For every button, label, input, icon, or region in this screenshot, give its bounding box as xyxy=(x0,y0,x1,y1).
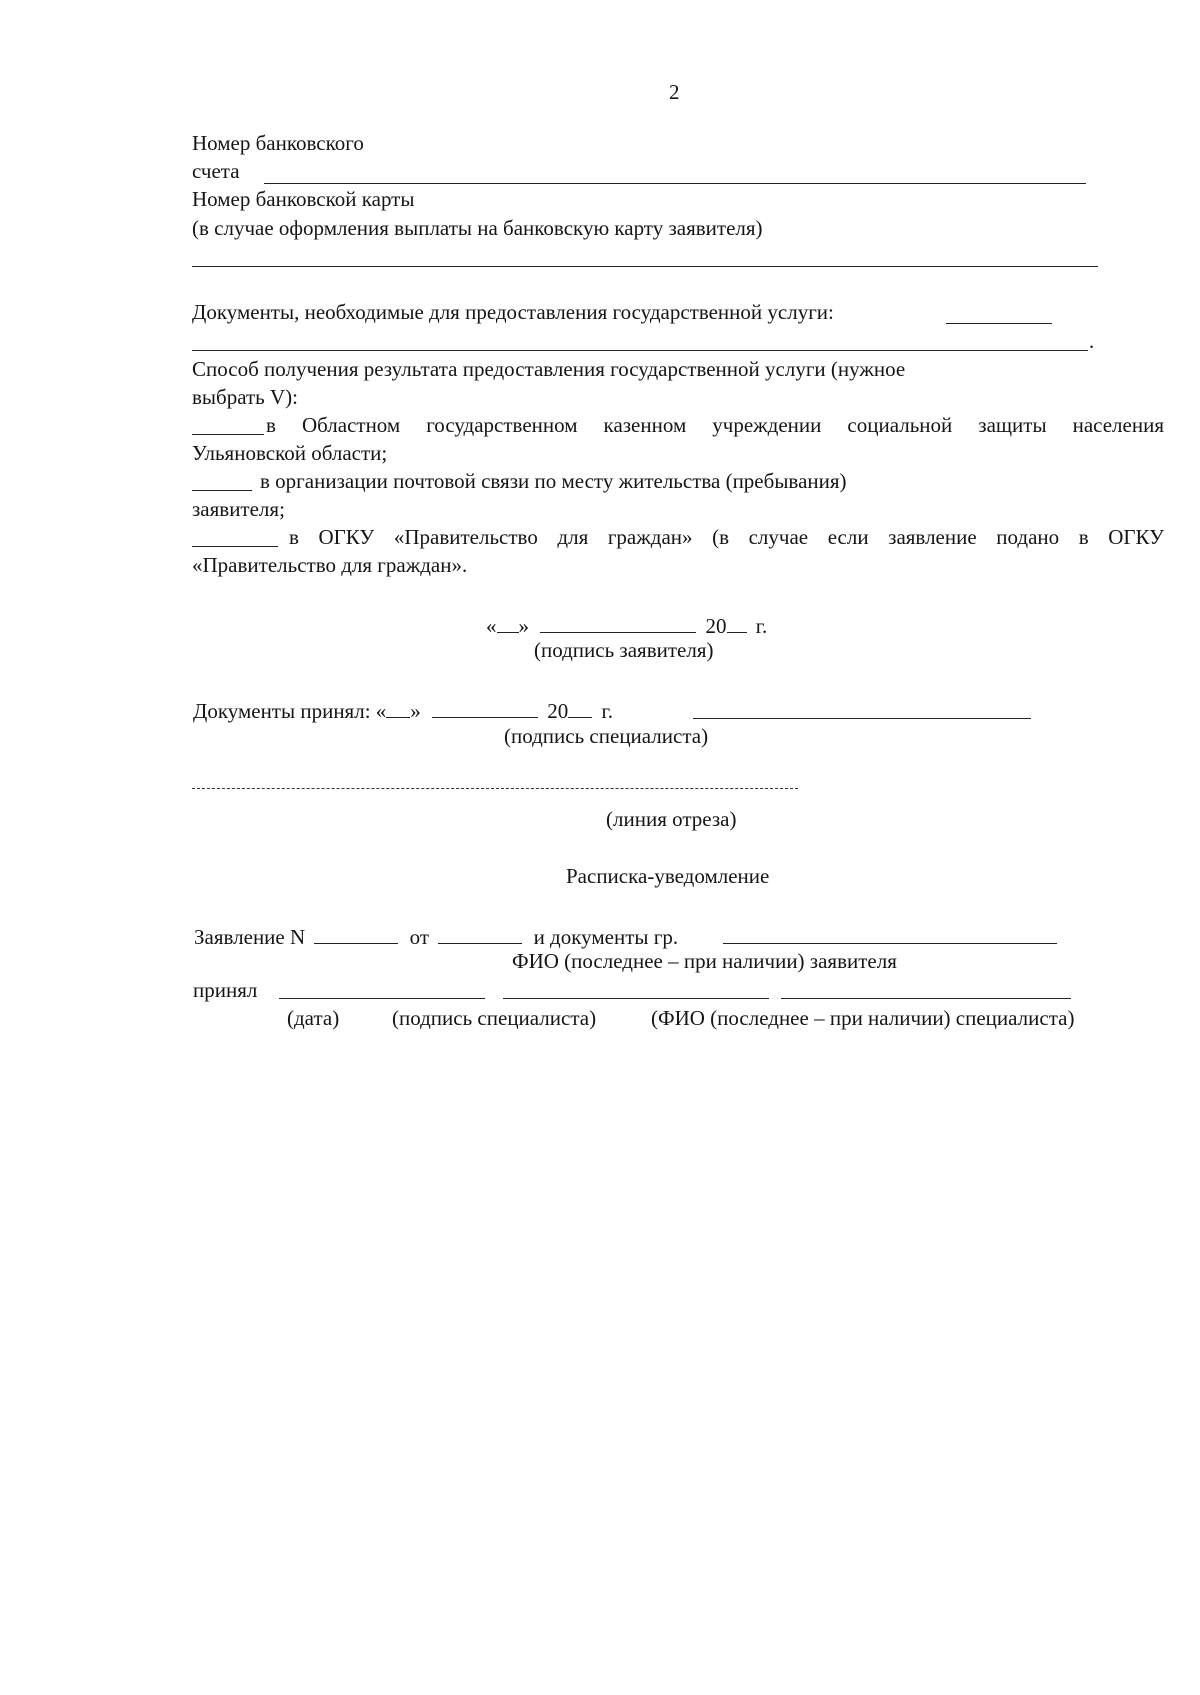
option3-text: в ОГКУ «Правительство для граждан» (в случае если заявление подано в ОГКУ xyxy=(289,525,1164,549)
documents-label: Документы, необходимые для предоставления государственной услуги: xyxy=(192,300,834,324)
statement-number-field[interactable] xyxy=(314,923,398,944)
bank-account-field[interactable] xyxy=(264,183,1086,184)
accepted-by-label: принял xyxy=(193,978,258,1002)
date-caption: (дата) xyxy=(287,1006,340,1030)
bank-card-field[interactable] xyxy=(192,266,1098,267)
receipt-statement-row xyxy=(194,923,678,948)
statement-from-label: от xyxy=(409,924,430,949)
documents-field-short[interactable] xyxy=(946,323,1052,324)
bank-account-label: Номер банковского xyxy=(192,131,364,155)
method-heading-cont: выбрать V): xyxy=(192,385,298,409)
cut-line-caption: (линия отреза) xyxy=(606,807,737,831)
applicant-day-field[interactable] xyxy=(497,612,519,633)
bank-card-note: (в случае оформления выплаты на банковскую карту заявителя) xyxy=(192,216,763,240)
receipt-signature-field[interactable] xyxy=(503,998,769,999)
specialist-fio-caption: (ФИО (последнее – при наличии) специалиста) xyxy=(651,1006,1075,1030)
option2-text: в организации почтовой связи по месту жительства (пребывания) xyxy=(260,469,847,493)
option1-text-cont: Ульяновской области; xyxy=(192,441,388,465)
applicant-fio-caption: ФИО (последнее – при наличии) заявителя xyxy=(512,949,897,973)
quote-close: » xyxy=(518,613,529,638)
documents-field[interactable] xyxy=(192,350,1088,351)
option2-checkbox-line[interactable] xyxy=(192,490,252,491)
applicant-year-field[interactable] xyxy=(727,612,747,633)
applicant-signature-caption: (подпись заявителя) xyxy=(534,638,714,662)
accepted-day-field[interactable] xyxy=(386,697,410,718)
accepted-year-field[interactable] xyxy=(568,697,592,718)
receipt-title: Расписка-уведомление xyxy=(566,864,770,888)
applicant-year-prefix: 20 xyxy=(705,613,727,638)
accepted-month-field[interactable] xyxy=(432,697,538,718)
quote-open: « xyxy=(486,613,497,638)
statement-date-field[interactable] xyxy=(438,923,522,944)
applicant-fio-field[interactable] xyxy=(723,943,1057,944)
bank-account-label-cont: счета xyxy=(192,159,240,183)
option1-checkbox-line[interactable] xyxy=(192,434,264,435)
statement-docs-label: и документы гр. xyxy=(533,924,679,949)
accepted-year-prefix: 20 xyxy=(547,698,569,723)
receipt-specialist-field[interactable] xyxy=(781,998,1071,999)
accepted-quote-close: » xyxy=(410,698,421,723)
accepted-signature-field[interactable] xyxy=(693,718,1031,719)
bank-card-label: Номер банковской карты xyxy=(192,187,415,211)
applicant-date-row xyxy=(486,612,767,637)
signature-caption: (подпись специалиста) xyxy=(392,1006,597,1030)
receipt-date-field[interactable] xyxy=(279,998,485,999)
option3-checkbox-line[interactable] xyxy=(192,546,278,547)
cut-line xyxy=(192,788,798,789)
accepted-signature-caption: (подпись специалиста) xyxy=(504,724,709,748)
statement-label: Заявление N xyxy=(194,924,306,949)
applicant-month-field[interactable] xyxy=(540,612,696,633)
page-number: 2 xyxy=(669,80,680,104)
documents-period: . xyxy=(1089,329,1095,353)
method-heading: Способ получения результата предоставления государственной услуги (нужное xyxy=(192,357,906,381)
applicant-year-suffix: г. xyxy=(755,613,768,638)
option3-text-cont: «Правительство для граждан». xyxy=(192,553,468,577)
option1-text: в Областном государственном казенном учреждении социальной защиты населения xyxy=(266,413,1164,437)
accepted-label: Документы принял: « xyxy=(193,698,387,723)
accepted-year-suffix: г. xyxy=(601,698,614,723)
accepted-row xyxy=(193,697,613,722)
option2-text-cont: заявителя; xyxy=(192,497,285,521)
